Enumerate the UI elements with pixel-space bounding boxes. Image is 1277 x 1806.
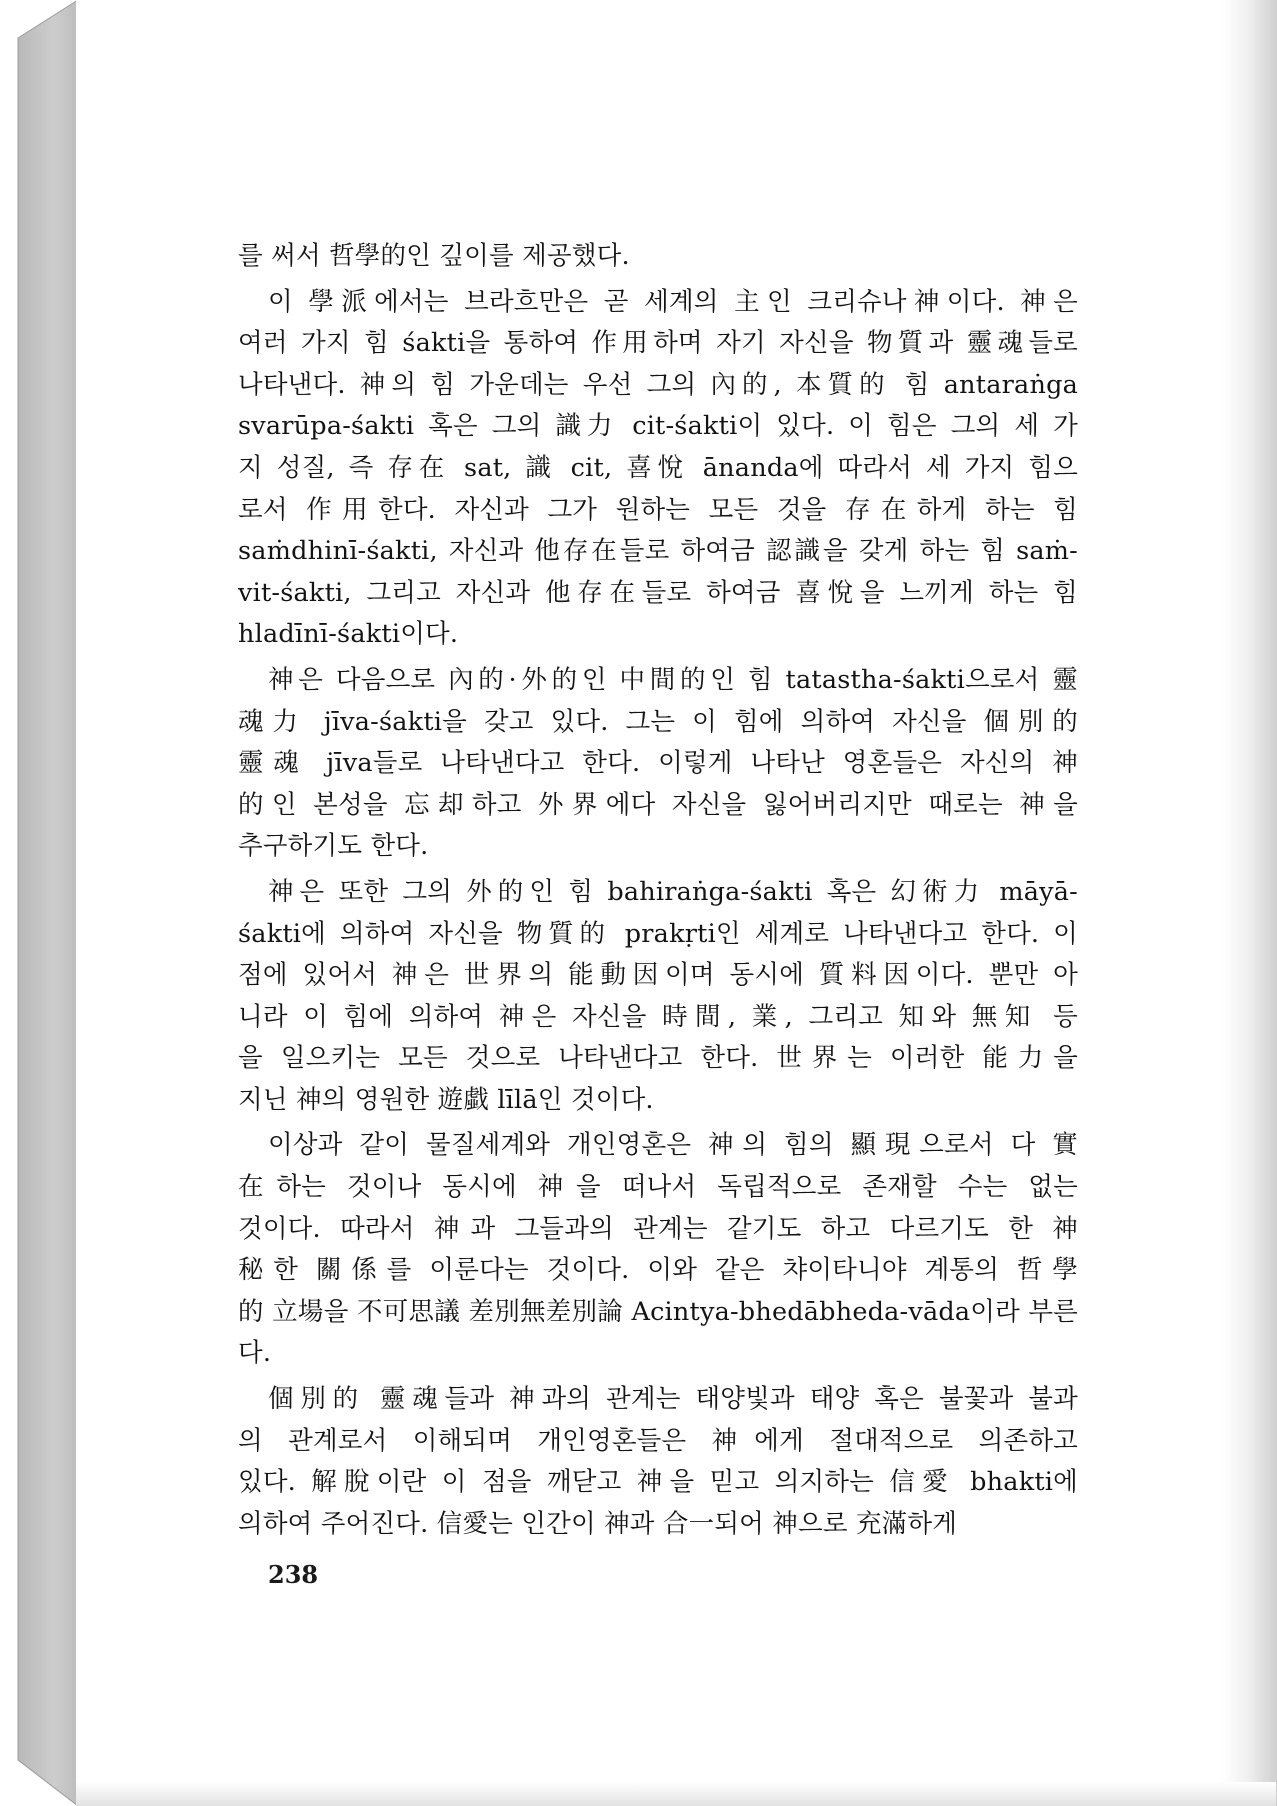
text-line: 在하는 것이나 동시에 神을 떠나서 독립적으로 존재할 수는 없는: [238, 1172, 1078, 1203]
text-line: śakti에 의하여 자신을 物質的 prakṛti인 세계로 나타낸다고 한다. 이: [238, 918, 1078, 949]
paragraph: [238, 660, 1078, 868]
page-number: 238: [268, 1560, 319, 1589]
text-line: 니라 이 힘에 의하여 神은 자신을 時間, 業, 그리고 知와 無知 등: [238, 1001, 1078, 1032]
paragraph: [238, 1125, 1078, 1375]
text-line: 秘한 關係를 이룬다는 것이다. 이와 같은 챠이타니야 계통의 哲學: [238, 1255, 1078, 1286]
paragraph: [238, 236, 1078, 278]
text-line: saṁdhinī-śakti, 자신과 他存在들로 하여금 認識을 갖게 하는 힘 saṁ-: [238, 536, 1078, 567]
paragraph: [238, 872, 1078, 1122]
paragraph: [238, 282, 1078, 656]
text-line: 다.: [238, 1338, 272, 1369]
page-bottom-shadow: [76, 1782, 1276, 1806]
text-line: 的 立場을 不可思議 差別無差別論 Acintya-bhedābheda-vāda이라 부른: [238, 1296, 1078, 1327]
text-line: svarūpa-śakti 혹은 그의 識力 cit-śakti이 있다. 이 힘은 그의 세 가: [238, 411, 1078, 442]
text-line: 것이다. 따라서 神과 그들과의 관계는 같기도 하고 다르기도 한 神: [238, 1213, 1078, 1244]
text-line: 여러 가지 힘 śakti을 통하여 作用하며 자기 자신을 物質과 靈魂들로: [238, 328, 1078, 359]
paragraph: [238, 1379, 1078, 1545]
text-line: 를 써서 哲學的인 깊이를 제공했다.: [238, 241, 630, 271]
text-line: 지닌 神의 영원한 遊戱 līlā인 것이다.: [238, 1084, 654, 1115]
text-line: 的인 본성을 忘却하고 外界에다 자신을 잃어버리지만 때로는 神을: [238, 789, 1078, 820]
text-line: 이 學派에서는 브라흐만은 곧 세계의 主인 크리슈나神이다. 神은: [268, 286, 1078, 317]
text-line: 나타낸다. 神의 힘 가운데는 우선 그의 內的, 本質的 힘 antaraṅga: [238, 369, 1078, 400]
text-line: 魂力 jīva-śakti을 갖고 있다. 그는 이 힘에 의하여 자신을 個別的: [238, 706, 1078, 737]
text-line: 이상과 같이 물질세계와 개인영혼은 神의 힘의 顯現으로서 다 實: [268, 1130, 1078, 1161]
text-line: 을 일으키는 모든 것으로 나타낸다고 한다. 世界는 이러한 能力을: [238, 1043, 1078, 1074]
text-line: 個別的 靈魂들과 神과의 관계는 태양빛과 태양 혹은 불꽃과 불과: [268, 1384, 1078, 1415]
text-line: 神은 또한 그의 外的인 힘 bahiraṅga-śakti 혹은 幻術力 māyā-: [268, 876, 1078, 907]
text-line: 의하여 주어진다. 信愛는 인간이 神과 合一되어 神으로 充滿하게: [238, 1508, 958, 1539]
text-line: 의 관계로서 이해되며 개인영혼들은 神에게 절대적으로 의존하고: [238, 1425, 1078, 1456]
text-line: 神은 다음으로 內的·外的인 中間的인 힘 tatastha-śakti으로서 靈: [268, 664, 1078, 695]
text-line: 靈魂 jīva들로 나타낸다고 한다. 이렇게 나타난 영혼들은 자신의 神: [238, 748, 1078, 779]
text-line: 추구하기도 한다.: [238, 831, 429, 862]
page-body-text: [238, 236, 1078, 1545]
page-edge-shadow: [1222, 0, 1277, 1806]
text-line: 로서 作用한다. 자신과 그가 원하는 모든 것을 存在하게 하는 힘: [238, 494, 1078, 525]
text-line: 있다. 解脫이란 이 점을 깨닫고 神을 믿고 의지하는 信愛 bhakti에: [238, 1467, 1078, 1498]
text-line: vit-śakti, 그리고 자신과 他存在들로 하여금 喜悅을 느끼게 하는 힘: [238, 577, 1078, 608]
text-line: hladīnī-śakti이다.: [238, 619, 459, 650]
text-line: 지 성질, 즉 存在 sat, 識 cit, 喜悅 ānanda에 따라서 세 가지 힘으: [238, 452, 1078, 483]
text-line: 점에 있어서 神은 世界의 能動因이며 동시에 質料因이다. 뿐만 아: [238, 960, 1078, 991]
